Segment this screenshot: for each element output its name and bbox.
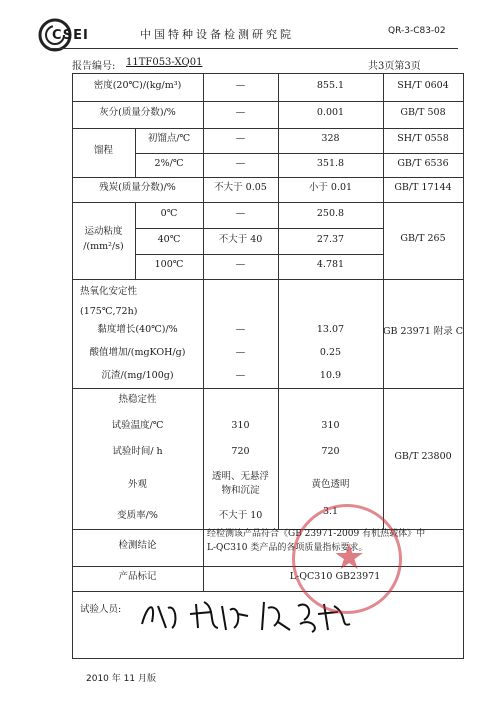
product-mark-value: L-QC310 GB23971 (289, 571, 381, 583)
form-code: QR-3-C83-02 (388, 26, 446, 36)
conclusion-text-line2: L-QC310 类产品的各项质量指标要求。 (207, 542, 368, 553)
test-temperature-item: 试验温度/℃ (111, 419, 164, 431)
viscosity-label (72, 201, 135, 278)
acid-increase-requirement: — (235, 346, 246, 358)
ash-result: 0.001 (316, 107, 345, 119)
carbon-residue-method: GB/T 17144 (394, 182, 452, 194)
ibp-item: 初馏点/℃ (147, 133, 191, 145)
two-pct-item: 2%/℃ (154, 157, 184, 169)
thermal-stability-title: 热稳定性 (118, 393, 157, 405)
viscosity-100c-requirement: — (235, 259, 246, 271)
acid-increase-item: 酸值增加/(mgKOH/g) (89, 346, 186, 358)
carbon-residue-item: 残炭(质量分数)/% (99, 182, 176, 194)
density-method: SH/T 0604 (397, 80, 449, 92)
product-mark-label: 产品标记 (118, 571, 157, 583)
ash-requirement: — (235, 107, 246, 119)
acid-increase-result: 0.25 (319, 346, 342, 358)
two-pct-method: GB/T 6536 (397, 157, 449, 169)
thermal-stability-method: GB/T 23800 (394, 451, 452, 463)
institute-name: 中国特种设备检测研究院 (140, 28, 294, 41)
viscosity-0c-result: 250.8 (316, 207, 345, 219)
viscosity-100c-temp: 100℃ (154, 259, 184, 271)
seal-star-icon: ★ (333, 537, 366, 578)
test-time-requirement: 720 (231, 445, 250, 457)
viscosity-increase-result: 13.07 (316, 323, 345, 335)
report-number: 11TF053-XQ01 (126, 57, 203, 68)
appearance-requirement (203, 464, 278, 504)
sludge-requirement: — (235, 369, 246, 381)
ibp-result: 328 (321, 133, 340, 145)
density-result: 855.1 (316, 80, 345, 92)
footer-edition: 2010 年 11 月版 (86, 674, 156, 684)
test-time-result: 720 (321, 445, 340, 457)
page-info: 共3页第3页 (368, 61, 421, 72)
header-divider (48, 48, 458, 49)
ibp-requirement: — (235, 133, 246, 145)
test-time-item: 试验时间/ h (112, 445, 163, 457)
viscosity-0c-requirement: — (235, 207, 246, 219)
viscosity-label-line1: 运动粘度 (84, 226, 123, 238)
appearance-requirement-line1: 透明、无悬浮 (211, 470, 269, 482)
sludge-item: 沉渣/(mg/100g) (101, 369, 174, 381)
deterioration-requirement: 不大于 10 (218, 509, 263, 521)
carbon-residue-requirement: 不大于 0.05 (214, 182, 267, 194)
deterioration-item: 变质率/% (117, 509, 158, 521)
ash-item: 灰分(质量分数)/% (99, 107, 176, 119)
thermal-oxidation-title: 热氧化安定性 (80, 285, 138, 297)
thermal-oxidation-method: GB 23971 附录 C (382, 326, 464, 338)
appearance-result: 黄色透明 (311, 478, 350, 490)
conclusion-label: 检测结论 (118, 540, 157, 552)
carbon-residue-result: 小于 0.01 (308, 182, 353, 194)
test-temperature-result: 310 (321, 419, 340, 431)
viscosity-100c-result: 4.781 (316, 259, 345, 271)
thermal-oxidation-condition: (175℃,72h) (80, 305, 138, 317)
sludge-result: 10.9 (319, 369, 342, 381)
ibp-method: SH/T 0558 (397, 133, 449, 145)
viscosity-0c-temp: 0℃ (160, 207, 178, 219)
testers-label: 试验人员: (80, 603, 122, 615)
viscosity-method: GB/T 265 (400, 233, 446, 245)
viscosity-increase-item: 黏度增长(40℃)/% (97, 323, 178, 335)
two-pct-result: 351.8 (316, 157, 345, 169)
logo-text: CSEI (52, 28, 89, 43)
two-pct-requirement: — (235, 157, 246, 169)
viscosity-label-line2: /(mm²/s) (83, 240, 124, 252)
appearance-item: 外观 (127, 478, 147, 490)
density-item: 密度(20℃)/(kg/m³) (93, 80, 182, 92)
report-number-label: 报告编号: (72, 61, 116, 72)
deterioration-result: 3.1 (322, 505, 339, 517)
conclusion-text-line1: 经检测该产品符合《GB 23971-2009 有机热载体》中 (207, 529, 426, 539)
ash-method: GB/T 508 (400, 107, 446, 119)
distillation-label: 馏程 (93, 145, 113, 157)
appearance-requirement-line2: 物和沉淀 (221, 485, 260, 496)
test-temperature-requirement: 310 (231, 419, 250, 431)
density-requirement: — (235, 80, 246, 92)
viscosity-40c-requirement: 不大于 40 (218, 233, 263, 245)
viscosity-40c-result: 27.37 (316, 233, 345, 245)
viscosity-40c-temp: 40℃ (157, 233, 181, 245)
viscosity-increase-requirement: — (235, 323, 246, 335)
